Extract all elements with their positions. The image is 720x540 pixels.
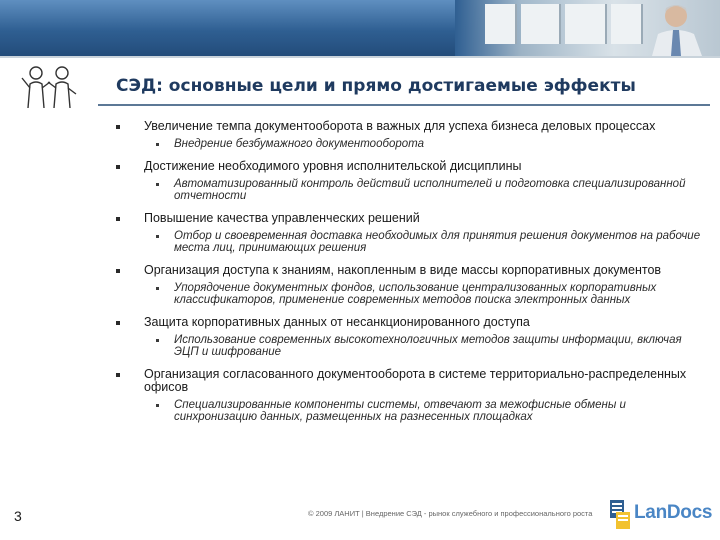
goal-text: Увеличение темпа документооборота в важных для успеха бизнеса деловых процессах	[144, 119, 656, 133]
header-divider	[0, 56, 720, 58]
list-item	[116, 160, 706, 202]
sub-list-item	[116, 230, 706, 254]
goal-text: Повышение качества управленческих решений	[144, 211, 420, 225]
bullet-icon	[116, 165, 120, 169]
bullet-icon	[116, 217, 120, 221]
list-item	[116, 120, 706, 150]
goal-text: Организация доступа к знаниям, накопленным в виде массы корпоративных документов	[144, 263, 662, 277]
bullet-icon	[156, 404, 159, 407]
goals-list	[116, 120, 706, 423]
page-number: 3	[14, 508, 22, 524]
goal-text: Защита корпоративных данных от несанкционированного доступа	[144, 315, 530, 329]
effect-text: Специализированные компоненты системы, отвечают за межофисные обмены и синхронизацию данных, размещенных на разнесенных площадках	[174, 399, 626, 423]
bullet-icon	[116, 373, 120, 377]
people-sketch-icon	[18, 64, 80, 110]
brand-name: LanDocs	[634, 502, 713, 523]
bullet-icon	[116, 125, 120, 129]
effect-text: Отбор и своевременная доставка необходимых для принятия решения документов на рабочие места лиц, принимающих решения	[174, 230, 701, 254]
slide-title: СЭД: основные цели и прямо достигаемые эффекты	[116, 76, 636, 96]
effect-text: Внедрение безбумажного документооборота	[174, 138, 424, 150]
sub-list-item	[116, 178, 706, 202]
sub-list-item	[116, 334, 706, 358]
bullet-icon	[156, 235, 159, 238]
sub-list-item	[116, 282, 706, 306]
copyright-text: © 2009 ЛАНИТ | Внедрение СЭД - рынок служебного и профессионального роста	[308, 509, 593, 518]
bullet-icon	[156, 287, 159, 290]
list-item	[116, 368, 706, 423]
businessman-image	[648, 0, 710, 56]
bullet-icon	[116, 321, 120, 325]
goal-text: Достижение необходимого уровня исполнительской дисциплины	[144, 159, 522, 173]
bullet-icon	[116, 269, 120, 273]
sub-list-item	[116, 399, 706, 423]
list-item	[116, 264, 706, 306]
header-banner	[0, 0, 720, 56]
sub-list-item	[116, 138, 706, 150]
effect-text: Использование современных высокотехнологичных методов защиты информации, включая ЭЦП и шифрование	[174, 334, 682, 358]
goal-text: Организация согласованного документооборота в системе территориально-распределенных офисов	[144, 367, 687, 394]
effect-text: Упорядочение документных фондов, использование централизованных корпоративных классификаторов, применение современных методов поиска электронных данных	[174, 282, 657, 306]
bullet-icon	[156, 183, 159, 186]
list-item	[116, 316, 706, 358]
list-item	[116, 212, 706, 254]
bullet-icon	[156, 339, 159, 342]
effect-text: Автоматизированный контроль действий исполнителей и подготовка специализированной отчетности	[174, 178, 686, 202]
bullet-icon	[156, 143, 159, 146]
title-divider	[98, 104, 710, 106]
